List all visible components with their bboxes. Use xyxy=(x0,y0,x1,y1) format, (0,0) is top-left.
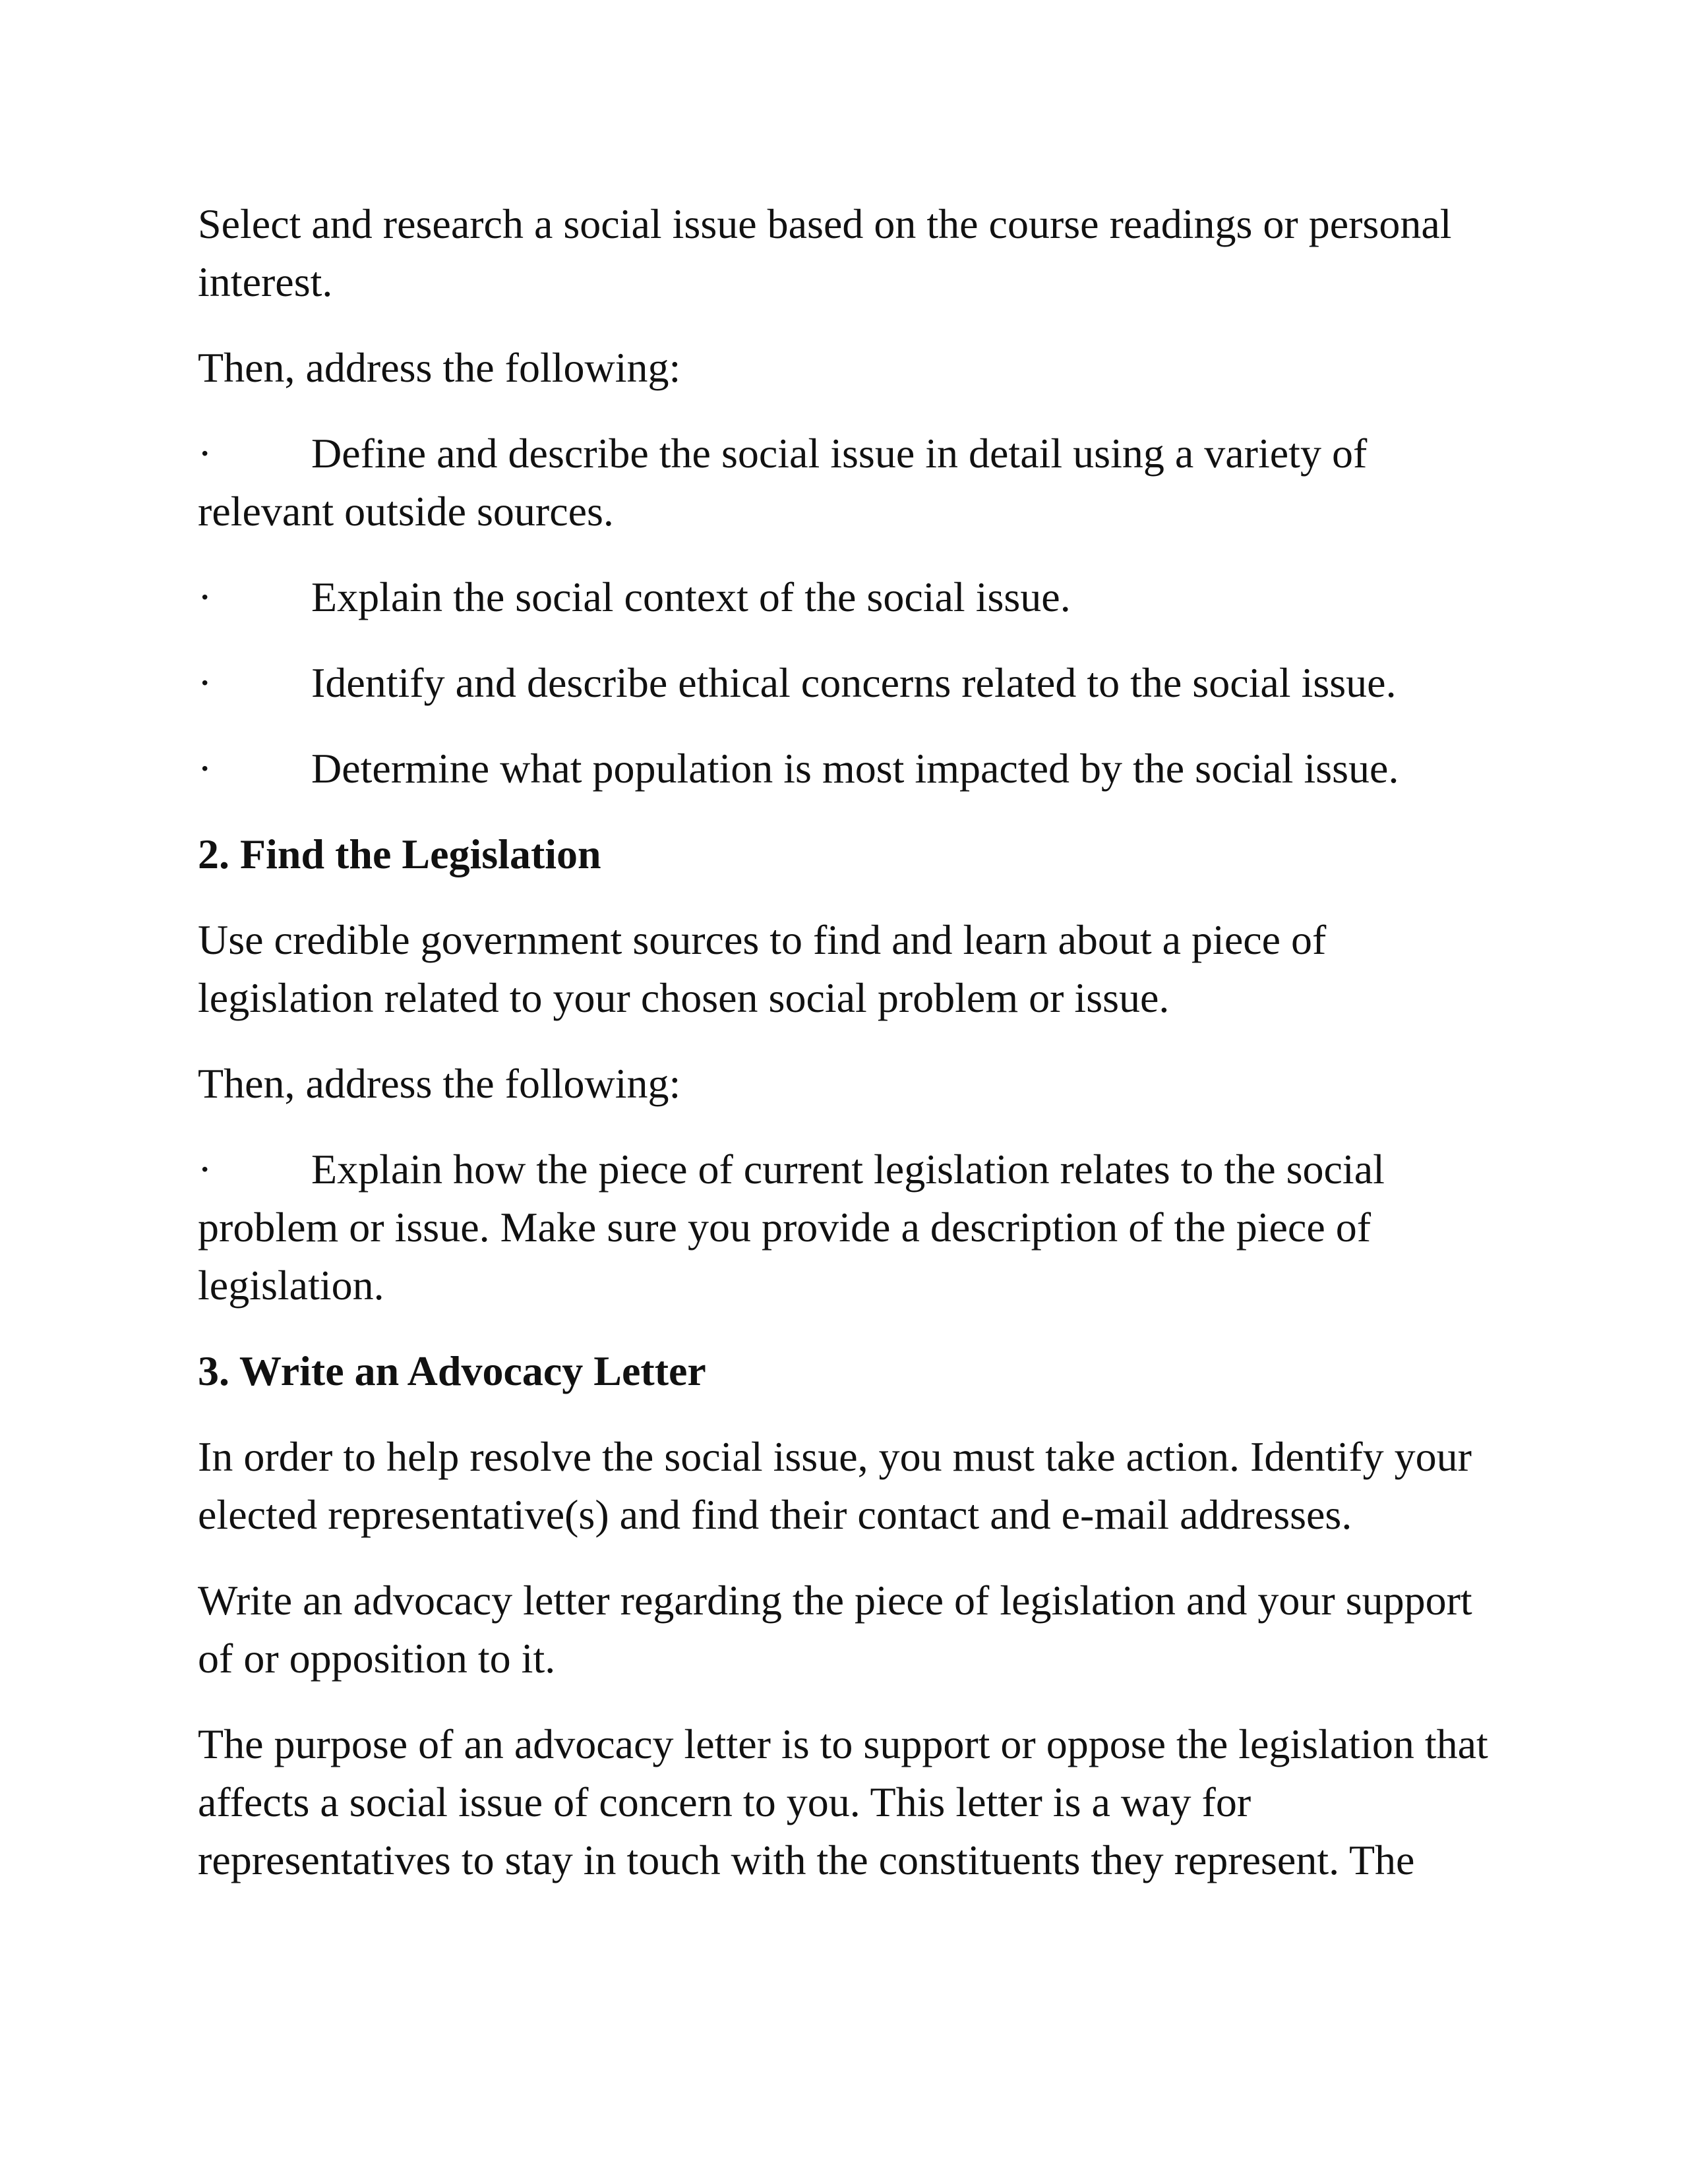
advocacy-paragraph-1: In order to help resolve the social issue, you must take action. Identify your elected representative(s) and find their contact and e-mail addresses. xyxy=(198,1433,1472,1538)
section-heading-advocacy-letter: 3. Write an Advocacy Letter xyxy=(198,1347,706,1394)
bullet-text: Determine what population is most impacted by the social issue. xyxy=(311,745,1399,792)
bullet-marker: · xyxy=(198,745,212,792)
document-page xyxy=(198,195,1490,1917)
advocacy-paragraph-2: Write an advocacy letter regarding the piece of legislation and your support of or opposition to it. xyxy=(198,1577,1472,1682)
intro-address-line: Then, address the following: xyxy=(198,344,681,391)
list-item xyxy=(198,568,1490,626)
bullet-marker: · xyxy=(198,430,212,477)
bullet-text: Identify and describe ethical concerns related to the social issue. xyxy=(311,659,1397,706)
legislation-address-line: Then, address the following: xyxy=(198,1060,681,1107)
bullet-marker: · xyxy=(198,659,212,706)
advocacy-paragraph-3: The purpose of an advocacy letter is to support or oppose the legislation that affects a social issue of concern to you. This letter is a way for representatives to stay in touch with the constituents they represent. The xyxy=(198,1721,1488,1883)
list-item xyxy=(198,654,1490,712)
list-item xyxy=(198,740,1490,798)
bullet-marker: · xyxy=(198,1146,212,1193)
legislation-paragraph: Use credible government sources to find and learn about a piece of legislation related to your chosen social problem or issue. xyxy=(198,916,1327,1021)
intro-paragraph: Select and research a social issue based on the course readings or personal interest. xyxy=(198,200,1452,305)
bullet-text: Define and describe the social issue in detail using a variety of relevant outside sources. xyxy=(198,430,1368,535)
list-item xyxy=(198,425,1490,541)
bullet-marker: · xyxy=(198,574,212,620)
bullet-text: Explain how the piece of current legislation relates to the social problem or issue. Make sure you provide a description of the piece of legislation. xyxy=(198,1146,1385,1309)
list-item xyxy=(198,1140,1490,1314)
section-heading-find-legislation: 2. Find the Legislation xyxy=(198,831,601,877)
bullet-text: Explain the social context of the social issue. xyxy=(311,574,1071,620)
